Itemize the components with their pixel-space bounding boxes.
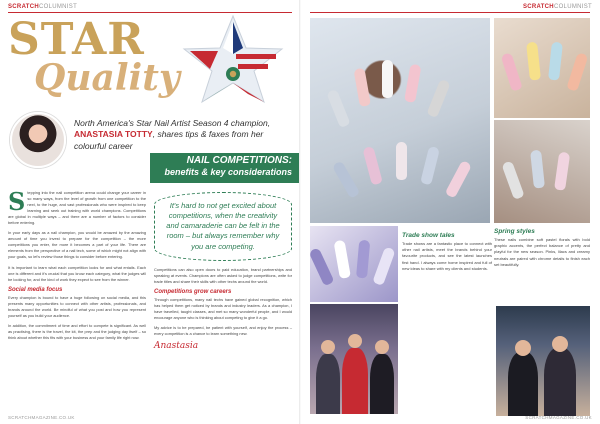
section-heading-careers: Competitions grow careers — [154, 288, 232, 295]
nail-shape — [382, 60, 393, 98]
caption-title: Spring styles — [494, 228, 535, 235]
nail-shape — [501, 160, 524, 199]
nail-shape — [362, 146, 382, 186]
pull-quote: It's hard to not get excited about competitions, when the creativity and camaraderie can be felt in the room – but always remember why you are competing. — [154, 192, 292, 261]
intro-standfirst — [74, 118, 284, 152]
header-rule — [8, 12, 292, 13]
person-head — [348, 334, 362, 348]
person-head — [321, 340, 335, 354]
running-header-right — [523, 4, 592, 10]
nail-shape — [404, 64, 421, 103]
person-head — [552, 336, 568, 352]
article-body — [8, 187, 292, 352]
running-header-left — [8, 4, 77, 10]
header-section-label: COLUMNIST — [39, 4, 78, 10]
nail-shape — [332, 160, 361, 198]
person-figure — [544, 348, 576, 416]
nail-shape — [548, 42, 563, 81]
photo-nail-art-hands — [310, 18, 490, 223]
nail-shape — [420, 146, 440, 186]
body-column-2 — [154, 190, 292, 351]
nail-shape — [530, 150, 545, 189]
nail-shape — [333, 240, 350, 279]
subhead-line-1: NAIL COMPETITIONS: — [186, 155, 292, 166]
footer-left: SCRATCHMAGAZINE.CO.UK — [8, 415, 75, 420]
nail-shape — [326, 89, 350, 128]
body-paragraph: Competitions can also open doors to paid education, brand partnerships and speaking at events. Champions are often asked to judge competitions, write for trade titles and share their skills with other techs around the world. — [154, 266, 292, 284]
caption-text: These nails combine soft pastel florals with bold graphic accents, the perfect balance of pretty and playful for the new season. Pinks, lilacs and creamy neutrals are paired with chrome details to finish each set beautifully. — [494, 237, 590, 267]
author-avatar — [10, 112, 66, 168]
nail-shape — [310, 247, 334, 286]
nail-shape — [501, 52, 523, 92]
person-figure — [370, 354, 394, 414]
nail-shape — [426, 79, 450, 118]
nail-shape — [566, 52, 588, 92]
photo-trade-show-group — [310, 304, 398, 414]
photo-nail-set-lilac — [310, 226, 398, 302]
nail-shape — [554, 152, 570, 191]
nail-shape — [372, 246, 395, 285]
caption-spring-styles — [494, 228, 590, 268]
subhead-line-2: benefits & key considerations — [164, 167, 292, 177]
nail-shape — [353, 68, 370, 107]
author-name: ANASTASIA TOTTY — [74, 129, 153, 140]
body-paragraph: My advice is to be prepared, be patient with yourself, and enjoy the process – every competition is a chance to learn something new. — [154, 324, 292, 336]
nail-shape — [445, 160, 473, 199]
right-page — [300, 0, 600, 424]
body-paragraph: In your early days as a nail champion, you would be amazed by the amazing amount of time you invest to prepare for the competition – the more competitions you enter, the more it becomes a part of your life. There are elements from the perspective of a nail tech, some of which might not align with your goals, so let's review those things to consider before entering. — [8, 230, 146, 260]
page-gutter — [299, 0, 301, 424]
footer-right: SCRATCHMAGAZINE.CO.UK — [525, 415, 592, 420]
person-head — [515, 340, 531, 356]
flag-star-graphic — [178, 14, 288, 104]
header-rule — [310, 12, 590, 13]
header-magazine-label: SCRATCH — [8, 4, 39, 10]
nail-shape — [526, 42, 541, 81]
body-paragraph: Through competitions, many nail techs have gained global recognition, which has helped them get noticed by brands and industry leaders. As a champion, I have travelled, taught classes, and met so many wonderful people, and I would encourage anyone who is thinking about competing to give it a go. — [154, 296, 292, 320]
caption-trade-show — [402, 232, 492, 272]
body-paragraph: In addition, the commitment of time and effort to compete is significant. As well as practising, there is the travel, the kit, the prep and the judging day itself – so think about whether this fits with your business and your family life right now. — [8, 322, 146, 340]
body-paragraph: It is important to learn what each competition looks for and what entails. Each one is different and it's crucial that you know each category, what the judges will be looking for, and the kind of work they expect to see from the winner. — [8, 264, 146, 282]
caption-text: Trade shows are a fantastic place to connect with other nail artists, meet the brands behind your favourite products, and see the latest launches first hand. I always come home inspired and full of new ideas to share with my clients and students. — [402, 241, 492, 271]
header-section-label: COLUMNIST — [553, 4, 592, 10]
title-line-1: STAR — [8, 14, 145, 65]
photo-nail-set-chrome — [494, 120, 590, 223]
title-line-2: Quality — [34, 57, 180, 99]
body-paragraph: Stepping into the nail competition arena could change your career in so many ways, from the level of growth from one competition to the next, to the huge, and vast professionals who were inspired to keep learning and seek out training with world champions. Competitions are global in multiple ways – and there are a number of factors to consider before entering. — [8, 187, 146, 226]
photo-nail-set-pastel — [494, 18, 590, 118]
header-magazine-label: SCRATCH — [522, 4, 554, 10]
body-paragraph: Every champion is bound to have a huge following on social media, and this presents many opportunities to connect with other artists, professionals, and brands around the world. Be mindful of what you post and how you represent yourself as you build your audience. — [8, 294, 146, 318]
person-figure — [316, 354, 340, 414]
article-subhead — [150, 155, 292, 178]
nail-shape — [396, 142, 407, 180]
person-figure — [508, 352, 538, 416]
intro-prefix: North America's Star Nail Artist Season 4 champion, — [74, 118, 271, 128]
drop-cap: S — [8, 187, 26, 216]
person-figure — [342, 348, 368, 414]
caption-title: Trade show tales — [402, 232, 455, 239]
intro-suffix: , shares tips & faxes from her colourful career — [74, 129, 264, 151]
section-heading-social: Social media focus — [8, 286, 63, 293]
person-head — [375, 340, 389, 354]
nail-shape — [356, 240, 370, 279]
author-signature: Anastasia — [154, 341, 199, 352]
body-column-1 — [8, 187, 146, 351]
photo-trade-show-booth — [496, 306, 590, 416]
